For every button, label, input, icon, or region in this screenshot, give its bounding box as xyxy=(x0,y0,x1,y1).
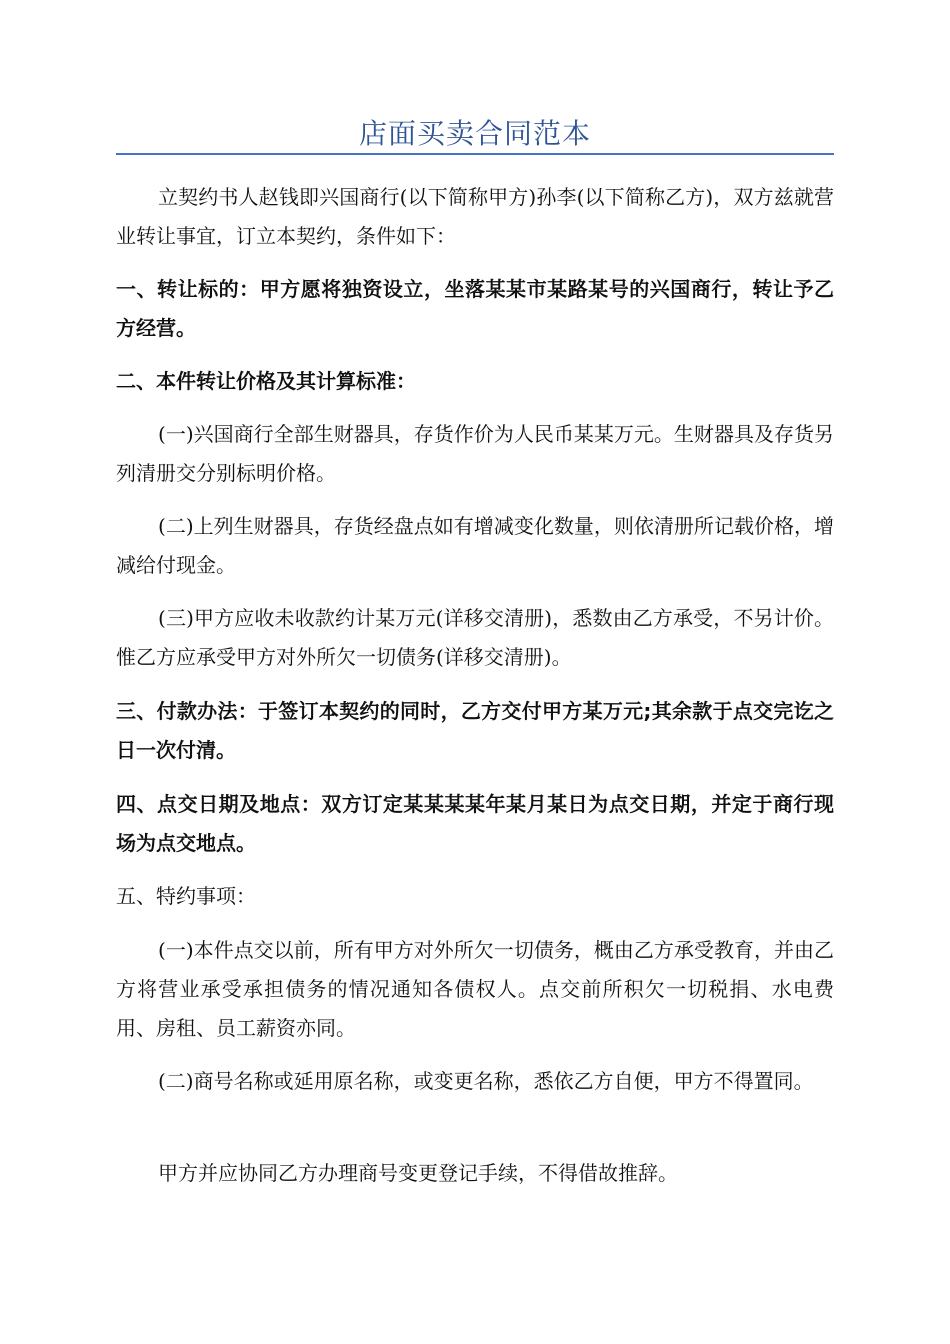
document-title: 店面买卖合同范本 xyxy=(358,117,591,150)
clause-2-heading: 二、本件转让价格及其计算标准： xyxy=(116,369,416,393)
clause-4-paragraph: 四、点交日期及地点：双方订定某某某某年某月某日为点交日期，并定于商行现场为点交地点。 xyxy=(116,792,834,855)
clause-5-item-2: (二)商号名称或延用原名称，或变更名称，悉依乙方自便，甲方不得置同。 xyxy=(158,1069,814,1093)
intro-paragraph: 立契约书人赵钱即兴国商行(以下简称甲方)孙李(以下简称乙方)，双方兹就营业转让事宜，订立本契约，条件如下： xyxy=(116,185,834,248)
clause-5-item-1: (一)本件点交以前，所有甲方对外所欠一切债务，概由乙方承受教育，并由乙方将营业承受承担债务的情况通知各债权人。点交前所积欠一切税捐、水电费用、房租、员工薪资亦同。 xyxy=(116,938,834,1040)
clause-3-paragraph: 三、付款办法：于签订本契约的同时，乙方交付甲方某万元;其余款于点交完讫之日一次付清。 xyxy=(116,699,834,762)
clause-2-item-1: (一)兴国商行全部生财器具，存货作价为人民币某某万元。生财器具及存货另列清册交分别标明价格。 xyxy=(116,422,834,485)
clause-5-note: 甲方并应协同乙方办理商号变更登记手续，不得借故推辞。 xyxy=(158,1161,678,1185)
clause-2-item-3: (三)甲方应收未收款约计某万元(详移交清册)，悉数由乙方承受，不另计价。惟乙方应承受甲方对外所欠一切债务(详移交清册)。 xyxy=(116,606,834,669)
title-underline xyxy=(116,153,834,155)
clause-1-paragraph: 一、转让标的：甲方愿将独资设立，坐落某某市某路某号的兴国商行，转让予乙方经营。 xyxy=(116,277,834,340)
clause-2-item-2: (二)上列生财器具，存货经盘点如有增减变化数量，则依清册所记载价格，增减给付现金。 xyxy=(116,514,834,577)
clause-5-heading: 五、特约事项： xyxy=(116,884,256,908)
